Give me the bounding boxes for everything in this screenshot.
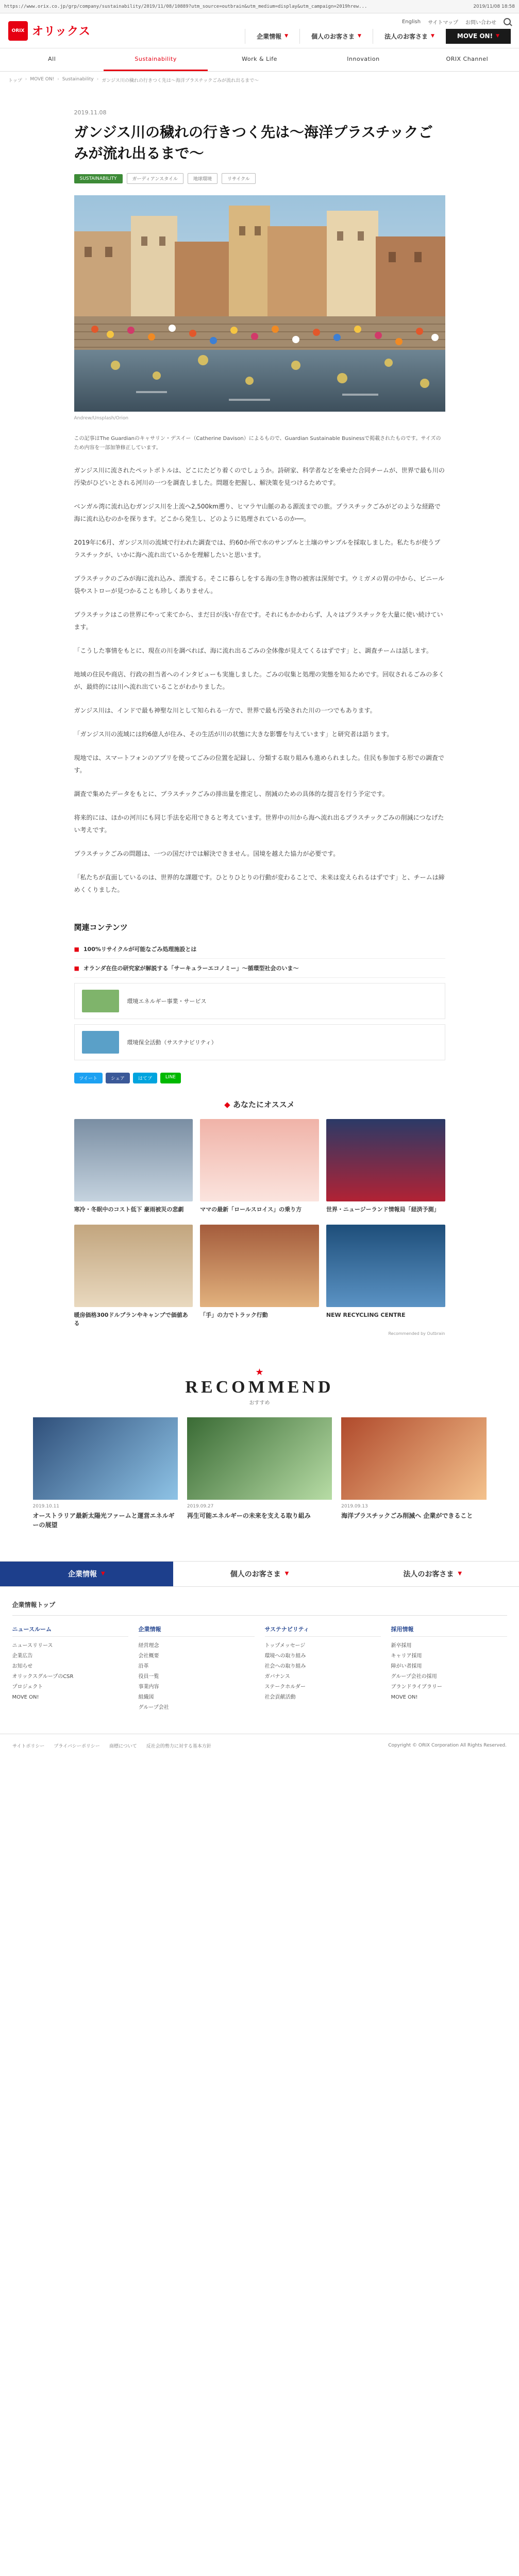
- footer-link[interactable]: 組織図: [138, 1694, 154, 1700]
- footer-link[interactable]: ステークホルダー: [264, 1684, 306, 1690]
- tab-work-life[interactable]: Work & Life: [242, 56, 277, 62]
- utility-link-contact[interactable]: お問い合わせ: [465, 20, 496, 26]
- rec-thumbnail: [326, 1119, 445, 1201]
- rec-title: ママの最新「ロールスロイス」の乗り方: [200, 1206, 302, 1213]
- rec-title: NEW RECYCLING CENTRE: [326, 1311, 406, 1318]
- rec-title: 「手」の力でトラック行動: [200, 1311, 268, 1318]
- breadcrumb-current: ガンジス川の穢れの行きつく先は〜海洋プラスチックごみが流れ出るまで〜: [102, 78, 259, 83]
- footer-link[interactable]: オリックスグループのCSR: [12, 1673, 74, 1680]
- browser-url: https://www.orix.co.jp/grp/company/sustainability/2019/11/08/10889?utm_source=outbrain&utm_medium=display&utm_campaign=2019hrew...: [4, 4, 367, 9]
- recommend-subheading: おすすめ: [249, 1400, 270, 1406]
- recommend-thumbnail: [33, 1417, 178, 1500]
- gnav-label: 個人のお客さま: [311, 32, 355, 40]
- footer-link[interactable]: 環境への取り組み: [264, 1653, 306, 1659]
- category-tabs: [0, 48, 519, 72]
- footer-column: [12, 1625, 128, 1713]
- footer-link[interactable]: MOVE ON!: [12, 1694, 39, 1700]
- article-paragraph: 調査で集めたデータをもとに、プラスチックごみの排出量を推定し、削減のための具体的な提言を行う予定です。: [74, 790, 389, 798]
- gnav-personal[interactable]: [299, 29, 373, 44]
- recommend-card[interactable]: [33, 1417, 178, 1530]
- footer-link[interactable]: 新卒採用: [391, 1642, 412, 1649]
- tab-orix-channel[interactable]: ORIX Channel: [446, 56, 489, 62]
- chevron-down-icon: ▼: [430, 33, 434, 39]
- outbrain-attribution[interactable]: Recommended by Outbrain: [388, 1331, 445, 1336]
- breadcrumb-item[interactable]: トップ: [8, 78, 22, 83]
- recommend-title: オーストラリア最新太陽光ファームと運営エネルギーの展望: [32, 1512, 175, 1529]
- banner-label: 環境保全活動（サステナビリティ）: [127, 1039, 217, 1046]
- share-facebook-button[interactable]: シェア: [106, 1073, 130, 1083]
- breadcrumb-separator: ›: [25, 77, 27, 82]
- gnav-move-on[interactable]: [446, 29, 511, 44]
- recommend-date: 2019.09.27: [187, 1503, 214, 1509]
- article-paragraph: プラスチックごみの問題は、一つの国だけでは解決できません。国境を越えた協力が必要です。: [74, 850, 340, 858]
- footer-link[interactable]: 障がい者採用: [391, 1663, 422, 1669]
- diamond-icon: ◆: [224, 1100, 230, 1110]
- footer-link[interactable]: グループ会社の採用: [391, 1673, 437, 1680]
- article-paragraph: 現地では、スマートフォンのアプリを使ってごみの位置を記録し、分類する取り組みも進められました。住民も参加する形での調査です。: [74, 754, 444, 774]
- rec-thumbnail: [200, 1119, 319, 1201]
- footer-tab-corporate[interactable]: [0, 1562, 173, 1586]
- site-logo[interactable]: [8, 21, 91, 41]
- browser-timestamp: 2019/11/08 18:58: [473, 4, 515, 9]
- article-paragraph: プラスチックのごみが海に流れ込み、漂流する。そこに暮らしをする海の生き物の被害は深刻です。ウミガメの胃の中から、ビニール袋やストローが見つかることも珍しくありません。: [74, 575, 445, 595]
- utility-link-sitemap[interactable]: サイトマップ: [428, 20, 458, 26]
- logo-text: オリックス: [32, 25, 91, 38]
- recommended-for-you: [74, 1099, 445, 1336]
- breadcrumb-item[interactable]: Sustainability: [62, 77, 94, 82]
- footer-policy-link[interactable]: 商標について: [109, 1743, 137, 1749]
- recommend-section: [33, 1367, 487, 1530]
- related-banner[interactable]: [74, 983, 445, 1019]
- copyright: Copyright © ORIX Corporation All Rights Reserved.: [388, 1743, 507, 1749]
- recommend-card[interactable]: [187, 1417, 332, 1530]
- footer-sitemap: [12, 1600, 507, 1713]
- chevron-down-icon: ▼: [284, 1571, 289, 1577]
- footer-link[interactable]: ブランドライブラリー: [391, 1684, 442, 1690]
- recommend-title: 海洋プラスチックごみ削減へ 企業ができること: [341, 1512, 473, 1519]
- chevron-down-icon: ▼: [458, 1571, 462, 1577]
- tab-sustainability[interactable]: Sustainability: [104, 48, 207, 71]
- footer-link[interactable]: 企業広告: [12, 1653, 33, 1659]
- footer-policy-link[interactable]: プライバシーポリシー: [54, 1743, 100, 1749]
- article-paragraph: ベンガル湾に流れ込むガンジス川を上流へ2,500km遡り、ヒマラヤ山脈のある源流までの旅。プラスチックごみがどのような経路で海に流れ込むのかを探ります。どこから発生し、どのように処理されているのか──。: [74, 503, 441, 523]
- rec-thumbnail: [74, 1225, 193, 1307]
- recommend-thumbnail: [341, 1417, 486, 1500]
- footer-column: [139, 1625, 255, 1713]
- recommend-thumbnail: [187, 1417, 332, 1500]
- share-twitter-button[interactable]: ツイート: [74, 1073, 103, 1083]
- banner-label: 環境エネルギー事業・サービス: [127, 998, 207, 1005]
- footer-link[interactable]: 社会への取り組み: [264, 1663, 306, 1669]
- utility-links: [402, 18, 511, 26]
- article-source-note: この記事はThe Guardianのキャサリン・デスイー（Catherine Davison）によるもので、Guardian Sustainable Businessで掲載されたものです。サイズのため内容を一部加筆修正しています。: [74, 436, 441, 451]
- chevron-down-icon: ▼: [358, 33, 361, 39]
- rec-card[interactable]: [74, 1119, 193, 1214]
- footer-link[interactable]: トップメッセージ: [264, 1642, 306, 1649]
- chevron-down-icon: ▼: [284, 33, 288, 39]
- site-header: [0, 13, 519, 48]
- gnav-label: 法人のお客さま: [384, 32, 428, 40]
- related-heading: 関連コンテンツ: [74, 923, 128, 933]
- chevron-down-icon: ▼: [496, 33, 499, 39]
- footer-tab-label: 法人のお客さま: [403, 1570, 454, 1579]
- footer-link[interactable]: 役員一覧: [138, 1673, 159, 1680]
- share-hatena-button[interactable]: はてブ: [133, 1073, 157, 1083]
- tab-all[interactable]: All: [48, 56, 56, 62]
- footer-column: [391, 1625, 507, 1713]
- hero-caption: Andrew/Unsplash/Orion: [74, 416, 129, 421]
- footer-column-heading[interactable]: ニュースルーム: [12, 1625, 128, 1637]
- footer-link[interactable]: 社会貢献活動: [264, 1694, 296, 1700]
- related-link[interactable]: [74, 940, 445, 959]
- rec-thumbnail: [326, 1225, 445, 1307]
- breadcrumb: [0, 72, 519, 89]
- share-buttons: [74, 1073, 445, 1083]
- gnav-label: MOVE ON!: [457, 32, 493, 40]
- rec-title: 寒冷・冬眠中のコスト低下 豪雨被災の悲劇: [74, 1206, 184, 1213]
- tag[interactable]: リサイクル: [222, 173, 256, 184]
- site-footer: [0, 1734, 519, 1757]
- osusume-heading: [74, 1099, 445, 1110]
- recommend-heading: RECOMMEND: [185, 1377, 334, 1397]
- tab-innovation[interactable]: Innovation: [347, 56, 380, 62]
- footer-link[interactable]: ガバナンス: [264, 1673, 290, 1680]
- chevron-down-icon: ▼: [101, 1571, 105, 1577]
- footer-policy-link[interactable]: 反社会的勢力に対する基本方針: [146, 1743, 211, 1749]
- tag[interactable]: 地球環境: [188, 173, 217, 184]
- article-paragraph: 「私たちが直面しているのは、世界的な課題です。ひとりひとりの行動が変わることで、未来は変えられるはずです」と、チームは締めくくりました。: [74, 874, 445, 894]
- recommend-title: 再生可能エネルギーの未来を支える取り組み: [187, 1512, 311, 1519]
- article-paragraph: ガンジス川は、インドで最も神聖な川として知られる一方で、世界で最も汚染された川の一つでもあります。: [74, 707, 376, 715]
- article-paragraph: 「こうした事情をもとに、現在の川を調べれば、海に流れ出るごみの全体像が見えてくるはずです」と、調査チームは話します。: [74, 647, 432, 655]
- article: [74, 109, 445, 1336]
- article-date: 2019.11.08: [74, 109, 107, 116]
- article-paragraph: プラスチックはこの世界にやって来てから、まだ日が浅い存在です。それにもかかわらず、人々はプラスチックを大量に使い続けています。: [74, 611, 443, 631]
- footer-link[interactable]: 事業内容: [138, 1684, 159, 1690]
- logo-mark: ORIX: [8, 21, 28, 41]
- related-contents: [74, 922, 445, 1060]
- footer-link[interactable]: 会社概要: [138, 1653, 159, 1659]
- footer-link[interactable]: 経営理念: [138, 1642, 159, 1649]
- article-title: ガンジス川の穢れの行きつく先は〜海洋プラスチックごみが流れ出るまで〜: [74, 124, 433, 162]
- browser-url-bar: [0, 0, 519, 13]
- related-banner[interactable]: [74, 1024, 445, 1060]
- banner-thumbnail: [82, 1031, 119, 1054]
- osusume-heading-label: あなたにオススメ: [232, 1100, 295, 1110]
- related-link-label: オランダ在住の研究家が解説する「サーキュラーエコノミー」〜循環型社会のいま〜: [83, 965, 299, 972]
- rec-card[interactable]: [326, 1225, 445, 1328]
- footer-link[interactable]: グループ会社: [138, 1704, 169, 1710]
- footer-tab-business[interactable]: [346, 1562, 519, 1586]
- hero-image: [74, 195, 445, 412]
- footer-policy-link[interactable]: サイトポリシー: [12, 1743, 45, 1749]
- related-link-label: 100%リサイクルが可能なごみ処理施設とは: [83, 946, 197, 953]
- footer-tab-label: 企業情報: [68, 1570, 97, 1579]
- rec-thumbnail: [200, 1225, 319, 1307]
- rec-card[interactable]: [74, 1225, 193, 1328]
- recommend-date: 2019.10.11: [32, 1503, 60, 1509]
- article-paragraph: 2019年に6月、ガンジス川の流域で行われた調査では、約60か所で水のサンプルと土壌のサンプルを採取しました。私たちが使うプラスチックが、いかに海へ流れ出ているかを理解したいと思います。: [74, 539, 441, 559]
- related-link[interactable]: [74, 959, 445, 978]
- footer-column: [265, 1625, 381, 1713]
- tag[interactable]: ガーディアンスタイル: [127, 173, 183, 184]
- rec-card[interactable]: [200, 1225, 319, 1328]
- breadcrumb-item[interactable]: MOVE ON!: [30, 77, 55, 82]
- share-line-button[interactable]: LINE: [160, 1073, 181, 1083]
- article-paragraph: 「ガンジス川の流域には約6億人が住み、その生活が川の状態に大きな影響を与えています」と研究者は語ります。: [74, 731, 393, 738]
- tag-row: [74, 173, 445, 184]
- footer-link[interactable]: プロジェクト: [12, 1684, 43, 1690]
- footer-link[interactable]: キャリア採用: [391, 1653, 422, 1659]
- breadcrumb-separator: ›: [96, 77, 99, 82]
- rec-title: 暖房価格300ドルプランやキャンプで価値ある: [74, 1311, 188, 1327]
- gnav-corporate[interactable]: [245, 29, 299, 44]
- footer-link[interactable]: MOVE ON!: [391, 1694, 418, 1700]
- article-paragraph: 将来的には、ほかの河川にも同じ手法を応用できると考えています。世界中の川から海へ流れ出るプラスチックごみの削減につなげたい考えです。: [74, 814, 444, 834]
- gnav-business[interactable]: [373, 29, 446, 44]
- footer-link[interactable]: お知らせ: [12, 1663, 33, 1669]
- bullet-icon: ■: [74, 964, 79, 972]
- star-icon: ★: [255, 1366, 264, 1378]
- rec-card[interactable]: [200, 1119, 319, 1214]
- bullet-icon: ■: [74, 945, 79, 953]
- article-paragraph: ガンジス川に流されたペットボトルは、どこにたどり着くのでしょうか。詩研家、科学者などを乗せた合同チームが、世界で最も川の汚染がひどいとされる河川の一つを調査しました。問題を把握し、解決策を見つけるためです。: [74, 467, 445, 487]
- footer-link[interactable]: 沿革: [138, 1663, 149, 1669]
- footer-column-heading[interactable]: 採用情報: [391, 1625, 507, 1637]
- footer-tab-personal[interactable]: [173, 1562, 346, 1586]
- gnav-label: 企業情報: [257, 32, 282, 40]
- rec-card[interactable]: [326, 1119, 445, 1214]
- footer-column-heading[interactable]: 企業情報: [139, 1625, 255, 1637]
- breadcrumb-separator: ›: [57, 77, 59, 82]
- footer-tab-label: 個人のお客さま: [230, 1570, 281, 1579]
- footer-link[interactable]: ニュースリリース: [12, 1642, 53, 1649]
- recommend-date: 2019.09.13: [341, 1503, 368, 1509]
- footer-nav-tabs: [0, 1561, 519, 1587]
- footer-column-heading[interactable]: サステナビリティ: [265, 1625, 381, 1637]
- article-paragraph: 地域の住民や商店、行政の担当者へのインタビューも実施しました。ごみの収集と処理の実態を知るためです。回収されるごみの多くが、最終的には川へ流れ出ていることがわかりました。: [74, 671, 445, 691]
- global-nav: [245, 29, 511, 44]
- tag-category[interactable]: SUSTAINABILITY: [74, 174, 123, 183]
- search-icon[interactable]: [504, 18, 511, 25]
- banner-thumbnail: [82, 990, 119, 1012]
- footer-sitemap-title[interactable]: 企業情報トップ: [12, 1600, 507, 1616]
- ganges-ghat-illustration: [74, 195, 445, 412]
- utility-link-english[interactable]: English: [401, 19, 421, 25]
- recommend-card[interactable]: [341, 1417, 486, 1530]
- rec-thumbnail: [74, 1119, 193, 1201]
- rec-title: 世界・ニュージーランド情報局「経済予測」: [326, 1206, 440, 1213]
